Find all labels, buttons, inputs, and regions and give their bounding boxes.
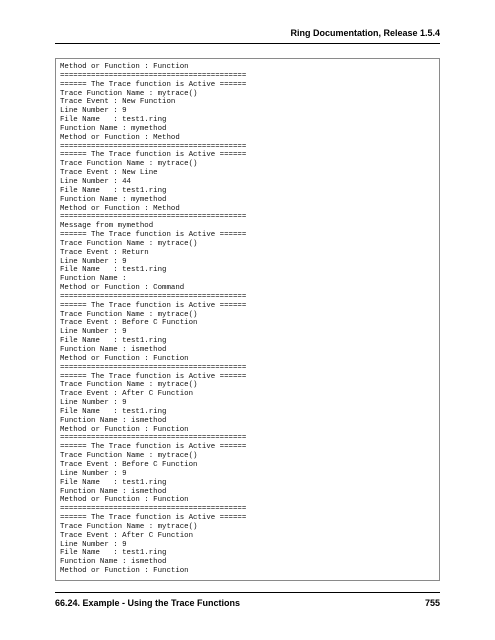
code-line: ========================================== — [60, 363, 247, 372]
code-line: Function Name : — [60, 275, 127, 284]
code-line: Method or Function : Function — [60, 63, 189, 71]
code-line: Method or Function : Function — [60, 496, 189, 505]
code-line: Line Number : 9 — [60, 107, 127, 116]
page-number: 755 — [424, 598, 440, 608]
code-line: Method or Function : Function — [60, 425, 189, 434]
code-line: ====== The Trace function is Active ====== — [60, 80, 247, 89]
code-line: File Name : test1.ring — [60, 478, 167, 487]
code-line: ========================================== — [60, 505, 247, 514]
code-line: Method or Function : Function — [60, 567, 189, 576]
code-line: Trace Event : Before C Function — [60, 460, 198, 469]
code-line: ====== The Trace function is Active ====== — [60, 443, 247, 452]
code-line: Trace Event : After C Function — [60, 390, 194, 399]
code-line: Trace Event : New Function — [60, 98, 176, 107]
code-line: Line Number : 9 — [60, 540, 127, 549]
code-block — [55, 58, 440, 581]
code-line: File Name : test1.ring — [60, 337, 167, 346]
code-line: Line Number : 44 — [60, 177, 131, 186]
code-line: Function Name : ismethod — [60, 487, 167, 496]
code-line: Trace Event : Return — [60, 248, 149, 257]
code-line: Trace Function Name : mytrace() — [60, 381, 198, 390]
code-line: Line Number : 9 — [60, 399, 127, 408]
code-line: Method or Function : Function — [60, 354, 189, 363]
code-line: Method or Function : Command — [60, 284, 185, 293]
code-line: ====== The Trace function is Active ====== — [60, 514, 247, 523]
code-line: Trace Event : New Line — [60, 169, 158, 178]
code-line: File Name : test1.ring — [60, 407, 167, 416]
code-line: ========================================== — [60, 292, 247, 301]
code-line: Method or Function : Method — [60, 133, 180, 142]
code-line: Function Name : ismethod — [60, 346, 167, 354]
code-line: ========================================== — [60, 213, 247, 222]
code-line: Trace Function Name : mytrace() — [60, 310, 198, 319]
code-line: File Name : test1.ring — [60, 116, 167, 125]
running-header: Ring Documentation, Release 1.5.4 — [290, 28, 440, 38]
code-line: Trace Function Name : mytrace() — [60, 160, 198, 169]
code-line: Function Name : mymethod — [60, 124, 167, 133]
code-line: Line Number : 9 — [60, 469, 127, 478]
footer-section-title: 66.24. Example - Using the Trace Functions — [55, 598, 241, 608]
code-line: Trace Event : Before C Function — [60, 319, 198, 328]
code-line: ========================================== — [60, 142, 247, 151]
code-line: Function Name : mymethod — [60, 195, 167, 204]
footer-rule — [55, 592, 440, 593]
code-line: Function Name : ismethod — [60, 416, 167, 425]
code-line: Trace Function Name : mytrace() — [60, 239, 198, 248]
code-line: ====== The Trace function is Active ====== — [60, 231, 247, 240]
code-line: Line Number : 9 — [60, 328, 127, 337]
code-line: ====== The Trace function is Active ====== — [60, 372, 247, 381]
code-line: Trace Event : After C Function — [60, 531, 194, 540]
code-line: ========================================== — [60, 71, 247, 80]
code-line: Method or Function : Method — [60, 204, 180, 213]
code-line: ====== The Trace function is Active ====== — [60, 151, 247, 160]
code-line: ====== The Trace function is Active ====== — [60, 301, 247, 310]
code-line: File Name : test1.ring — [60, 186, 167, 195]
code-line: Trace Function Name : mytrace() — [60, 522, 198, 531]
code-line: Function Name : ismethod — [60, 558, 167, 567]
code-line: Message from mymethod — [60, 222, 154, 231]
code-line: Trace Function Name : mytrace() — [60, 452, 198, 461]
code-line: ========================================== — [60, 434, 247, 443]
code-line: File Name : test1.ring — [60, 549, 167, 558]
code-line: Line Number : 9 — [60, 257, 127, 266]
code-line: Trace Function Name : mytrace() — [60, 89, 198, 98]
code-line: File Name : test1.ring — [60, 266, 167, 275]
header-rule — [55, 43, 440, 44]
